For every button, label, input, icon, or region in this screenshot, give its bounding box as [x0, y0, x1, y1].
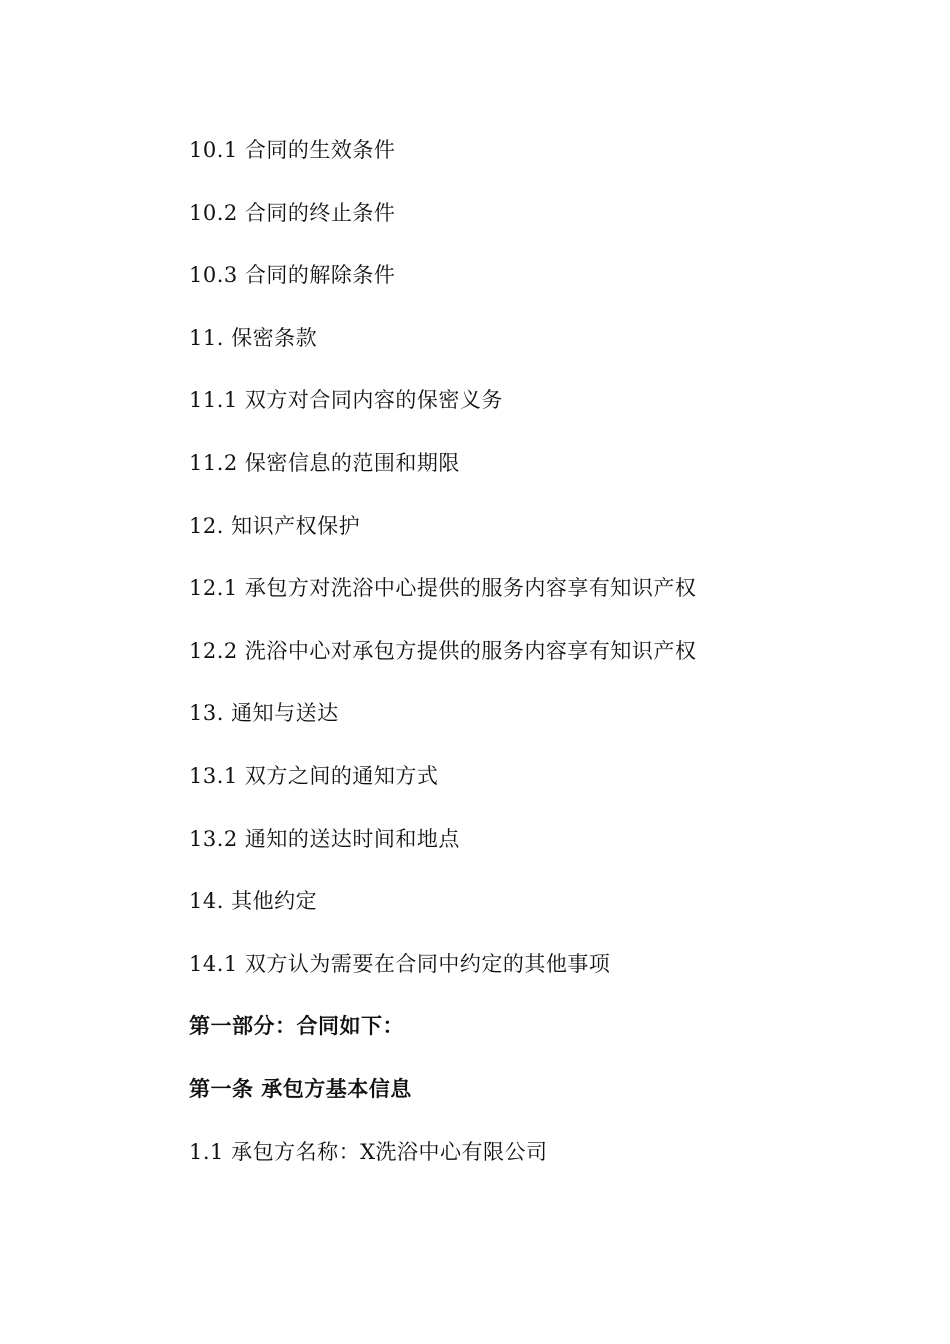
article-one-heading: 第一条 承包方基本信息	[189, 1076, 412, 1101]
clause-14-1: 14.1 双方认为需要在合同中约定的其他事项	[189, 951, 611, 976]
clause-13-2: 13.2 通知的送达时间和地点	[189, 826, 460, 851]
part-one-heading: 第一部分：合同如下：	[189, 1014, 404, 1039]
document-body	[189, 132, 889, 1196]
clause-10-1: 10.1 合同的生效条件	[189, 138, 396, 162]
clause-10-2: 10.2 合同的终止条件	[189, 200, 396, 225]
clause-10-3: 10.3 合同的解除条件	[189, 263, 396, 288]
section-11-heading: 11. 保密条款	[189, 325, 318, 350]
clause-11-1: 11.1 双方对合同内容的保密义务	[189, 388, 503, 413]
clause-11-2: 11.2 保密信息的范围和期限	[189, 450, 460, 475]
section-12-heading: 12. 知识产权保护	[189, 513, 361, 538]
clause-12-2: 12.2 洗浴中心对承包方提供的服务内容享有知识产权	[189, 638, 697, 663]
clause-1-1: 1.1 承包方名称：X洗浴中心有限公司	[189, 1139, 548, 1164]
section-14-heading: 14. 其他约定	[189, 889, 318, 914]
section-13-heading: 13. 通知与送达	[189, 701, 339, 726]
clause-13-1: 13.1 双方之间的通知方式	[189, 763, 439, 788]
clause-12-1: 12.1 承包方对洗浴中心提供的服务内容享有知识产权	[189, 576, 697, 601]
